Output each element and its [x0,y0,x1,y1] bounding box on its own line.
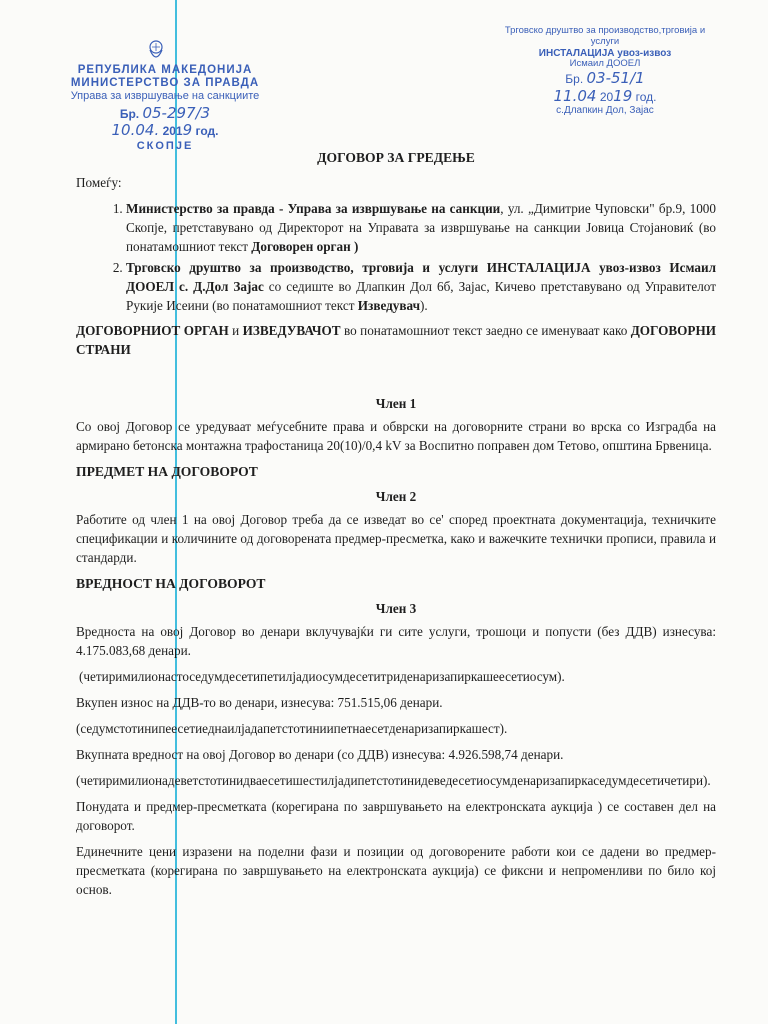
stamp-number-line: Бр. 05-297/3 [119,104,211,123]
heading-contract-subject: ПРЕДМЕТ НА ДОГОВОРОТ [76,464,258,479]
parties-list [76,199,716,315]
company-stamp-place: с.Длапкин Дол, Зајас [556,104,654,116]
party-2: 2. Трговско друштво за производство, трговија и услуги ИНСТАЛАЦИЈА увоз-извоз Исмаил ДООЕЛ с. Д.Дол Зајас со седиште во Длапкин Дол 6б, Зајас, Кичево претставувано од Управителот Рукије Исеини (во понатамошниот текст Изведувач). [126,258,716,315]
heading-contract-value: ВРЕДНОСТ НА ДОГОВОРОТ [76,576,266,591]
company-stamp-date-line: 11.04 2019 год. [553,86,657,105]
document-title: ДОГОВОР ЗА ГРЕДЕЊЕ [317,150,475,165]
article-3-title: Член 3 [375,601,417,616]
total-value-text: Вкупната вредност на овој Договор во денари (со ДДВ) изнесува: 4.926.598,74 денари. [76,747,564,762]
article-1-text: Со овој Договор се уредуваат меѓусебните права и обврски на договорните страни во врска со Изградба на армирано бетонска монтажна трафостаница 20(10)/0,4 kV за Воспитно поправен дом Тетово, општина Брвеница. [76,419,716,453]
company-stamp-number-handwritten: 03-51/1 [586,69,645,88]
article-2-text: Работите од член 1 на овој Договор треба да се изведат во се' според проектната документација, техничките спецификации и количините од договорената предмер-пресметка, како и важечките технички прописи, правила и стандарди. [76,512,716,565]
contract-document [76,148,716,906]
contract-value-text: Вредноста на овој Договор во денари вклучувајќи ги сите услуги, трошоци и попусти (без ДДВ) изнесува: 4.175.083,68 денари. [76,624,716,658]
stamp-date-line: 10.04. 2019 год. [111,121,219,140]
offer-text: Понудата и предмер-пресметката (корегирана по завршувањето на електронската аукција ) се составен дел на договорот. [76,799,716,833]
stamp-ministry: МИНИСТЕРСТВО ЗА ПРАВДА [70,77,260,90]
company-stamp-owner: Исмаил ДООЕЛ [569,58,641,70]
company-stamp-name: ИНСТАЛАЦИЈА увоз-извоз [538,47,672,59]
vat-amount-words: (седумстотинипеесетиеднаилјадапетстотиниипетнаесетденаризапиркашест). [76,721,508,736]
company-stamp-number-line: Бр. 03-51/1 [565,69,645,88]
stamp-country: РЕПУБЛИКА МАКЕДОНИЈА [77,64,253,76]
article-2-title: Член 2 [375,489,417,504]
between-label: Помеѓу: [76,175,122,190]
vat-amount-text: Вкупен износ на ДДВ-то во денари, изнесува: 751.515,06 денари. [76,695,443,710]
company-stamp [490,26,720,116]
article-1-title: Член 1 [375,396,417,411]
party-1: 1. Министерство за правда - Управа за извршување на санкции, ул. „Димитрие Чуповски" бр.9, 1000 Скопје, претставувано од Директорот на Управата за извршување на санкции Јовица Стојановиќ (во понатамошниот текст Договорен орган ) [126,199,716,256]
stamp-city: СКОПЈЕ [136,139,194,152]
stamp-administration: Управа за извршување на санкциите [70,90,260,103]
contract-value-words: (четиримилионастоседумдесетипетилјадиосумдесетитриденаризапиркашеесетиосум). [79,669,565,684]
company-stamp-date-handwritten: 11.04 [553,86,597,105]
stamp-date-handwritten: 10.04. [111,121,160,140]
total-value-words: (четиримилионадеветстотинидваесетишестилјадипетстотинидеведесетиосумденаризапиркаседумдесетичетири). [76,773,711,788]
parties-definition: ДОГОВОРНИОТ ОРГАН и ИЗВЕДУВАЧОТ во понатамошниот текст заедно се именуваат како ДОГОВОРНИ СТРАНИ [76,323,716,357]
unit-prices-text: Единечните цени изразени на поделни фази и позиции од договорените работи кои се дадени во предмер-пресметката (корегирана по завршувањето на електронската аукција) се фиксни и непроменливи по било кој основ. [76,844,716,897]
company-stamp-line1: Трговско друштво за производство,трговија и услуги [504,25,706,47]
stamp-number-handwritten: 05-297/3 [142,104,211,123]
ministry-stamp [60,40,270,152]
